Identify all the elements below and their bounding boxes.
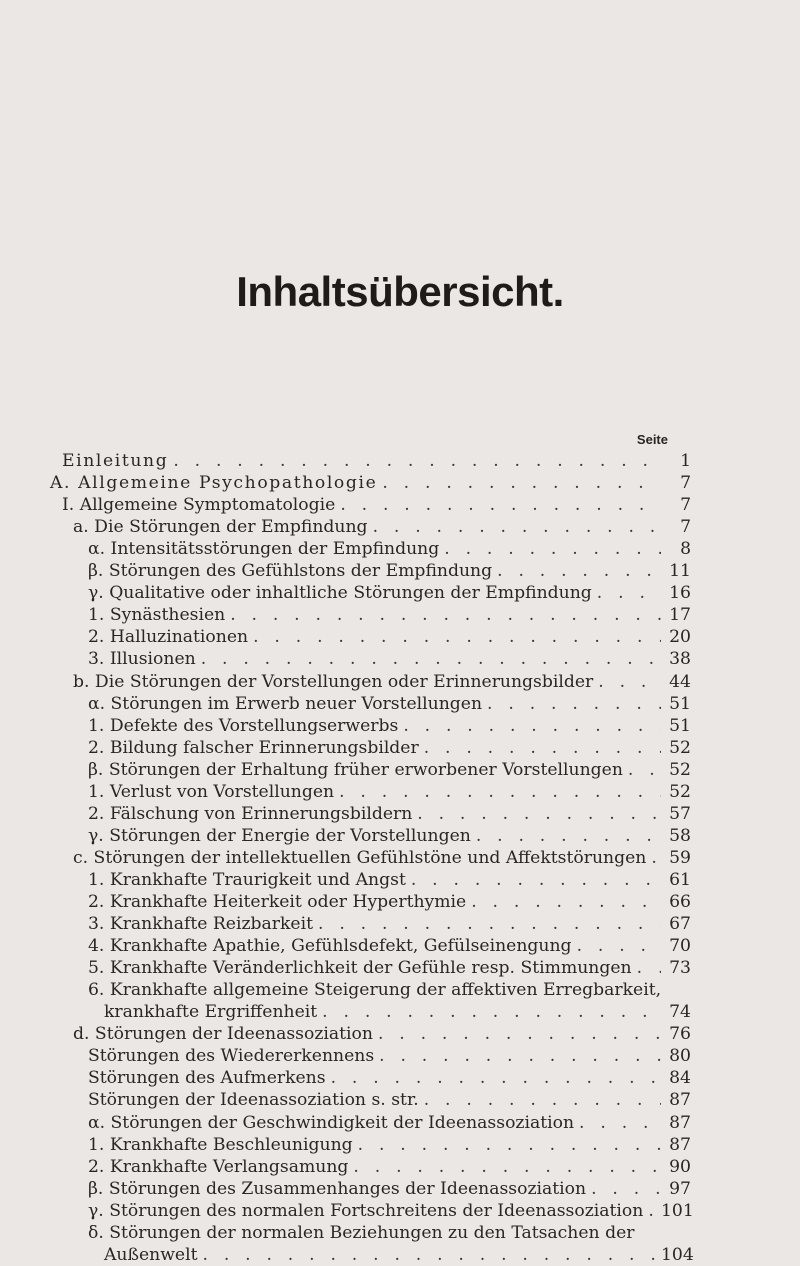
toc-entry <box>88 626 691 648</box>
toc-leader-dots <box>574 1112 661 1134</box>
toc-entry <box>62 450 691 472</box>
toc-leader-dots <box>492 560 661 582</box>
toc-leader-dots <box>419 1089 661 1111</box>
toc-entry-label: 3. Illusionen <box>88 649 196 670</box>
toc-entry <box>88 560 691 582</box>
toc-entry-page: 70 <box>669 936 691 957</box>
toc-entry-page: 52 <box>669 781 691 802</box>
toc-entry-label: a. Die Störungen der Empfindung <box>73 517 368 538</box>
toc-entry <box>88 803 691 825</box>
toc-entry-page: 59 <box>669 847 691 868</box>
toc-entry-page: 80 <box>669 1046 691 1067</box>
toc-leader-dots <box>317 1001 661 1023</box>
toc-entry-label: 2. Krankhafte Verlangsamung <box>88 1156 349 1177</box>
toc-leader-dots <box>374 1045 661 1067</box>
toc-entry-label: Störungen der Ideenassoziation s. str. <box>88 1090 419 1111</box>
toc-entry-label: β. Störungen der Erhaltung früher erworbener Vorstellungen <box>88 759 623 780</box>
toc-entry-page: 20 <box>669 627 691 648</box>
toc-leader-dots <box>373 1023 661 1045</box>
toc-leader-dots <box>623 759 661 781</box>
toc-entry-label: γ. Qualitative oder inhaltliche Störungen der Empfindung <box>88 583 592 604</box>
toc-leader-dots <box>419 737 661 759</box>
toc-entry-label: b. Die Störungen der Vorstellungen oder Erinnerungsbilder <box>73 671 594 692</box>
toc-entry-page: 8 <box>680 539 691 560</box>
toc-leader-dots <box>353 1134 661 1156</box>
toc-entry-page: 52 <box>669 759 691 780</box>
toc-entry-page: 97 <box>669 1178 691 1199</box>
toc-entry-page: 16 <box>669 583 691 604</box>
toc-entry <box>88 1045 691 1067</box>
toc-entry-page: 44 <box>669 671 691 692</box>
toc-entry <box>88 604 691 626</box>
page-column-header: Seite <box>636 432 668 447</box>
toc-leader-dots <box>572 935 661 957</box>
toc-entry-label: 1. Synästhesien <box>88 605 226 626</box>
toc-entry-page: 51 <box>669 715 691 736</box>
toc-entry-page: 101 <box>661 1200 694 1221</box>
toc-entry-page: 51 <box>669 693 691 714</box>
toc-entry <box>88 1067 691 1089</box>
toc-leader-dots <box>198 1244 662 1266</box>
toc-entry-label: 3. Krankhafte Reizbarkeit <box>88 914 313 935</box>
toc-leader-dots <box>412 803 661 825</box>
toc-leader-dots <box>439 538 661 560</box>
toc-leader-dots <box>335 494 661 516</box>
toc-entry-label: β. Störungen des Gefühlstons der Empfindung <box>88 561 493 582</box>
toc-leader-dots <box>471 825 661 847</box>
toc-entry <box>88 891 691 913</box>
toc-entry-page: 7 <box>680 473 691 494</box>
toc-leader-dots <box>225 604 661 626</box>
toc-entry <box>50 472 691 494</box>
toc-entry-page: 90 <box>669 1156 691 1177</box>
toc-entry <box>88 781 691 803</box>
toc-leader-dots <box>643 1200 661 1222</box>
toc-leader-dots <box>586 1178 661 1200</box>
toc-leader-dots <box>368 516 661 538</box>
toc-entry-label: 1. Defekte des Vorstellungserwerbs <box>88 715 399 736</box>
toc-entry-label: 6. Krankhafte allgemeine Steigerung der affektiven Erregbarkeit, <box>88 980 662 1001</box>
toc-entry <box>104 1001 691 1023</box>
toc-entry-label: α. Störungen im Erwerb neuer Vorstellungen <box>88 693 483 714</box>
toc-entry-page: 87 <box>669 1112 691 1133</box>
toc-entry-label: α. Störungen der Geschwindigkeit der Ideenassoziation <box>88 1112 575 1133</box>
toc-entry-page: 87 <box>669 1134 691 1155</box>
toc-entry-page: 11 <box>669 561 691 582</box>
toc-entry-label: d. Störungen der Ideenassoziation <box>73 1024 373 1045</box>
toc-entry <box>88 1112 691 1134</box>
toc-entry-page: 104 <box>661 1244 694 1265</box>
toc-entry-label: c. Störungen der intellektuellen Gefühlstöne und Affektstörungen <box>73 847 647 868</box>
toc-leader-dots <box>592 582 661 604</box>
toc-entry-label: 1. Krankhafte Traurigkeit und Angst <box>88 869 406 890</box>
toc-leader-dots <box>168 450 661 472</box>
toc-entry-label: β. Störungen des Zusammenhanges der Ideenassoziation <box>88 1178 587 1199</box>
toc-entry-label: Störungen des Aufmerkens <box>88 1068 326 1089</box>
toc-leader-dots <box>326 1067 661 1089</box>
toc-leader-dots <box>334 781 661 803</box>
toc-entry-page: 7 <box>680 495 691 516</box>
toc-entry <box>73 671 691 693</box>
toc-entry-label: 2. Bildung falscher Erinnerungsbilder <box>88 737 419 758</box>
toc-entry <box>88 759 691 781</box>
toc-entry-page: 67 <box>669 914 691 935</box>
toc-entry <box>88 737 691 759</box>
toc-entry-page: 52 <box>669 737 691 758</box>
toc-entry-page: 61 <box>669 869 691 890</box>
toc-entry-label: γ. Störungen des normalen Fortschreitens der Ideenassoziation <box>88 1200 644 1221</box>
toc-entry <box>88 957 691 979</box>
toc-entry <box>88 1156 691 1178</box>
toc-entry-page: 66 <box>669 892 691 912</box>
toc-entry <box>88 869 691 891</box>
toc-entry-page: 73 <box>669 958 691 979</box>
toc-entry <box>88 715 691 737</box>
toc-entry-label: 4. Krankhafte Apathie, Gefühlsdefekt, Gefülseinengung <box>88 936 572 957</box>
toc-entry-page: 74 <box>669 1002 691 1023</box>
toc-entry-label: 2. Fälschung von Erinnerungsbildern <box>88 803 413 824</box>
toc-entry-label: Außenwelt <box>104 1244 198 1265</box>
toc-entry-page: 7 <box>680 517 691 538</box>
toc-leader-dots <box>482 693 661 715</box>
page-title: Inhaltsübersicht. <box>236 268 564 315</box>
toc-entry <box>88 913 691 935</box>
toc-leader-dots <box>646 847 661 869</box>
toc-entry <box>88 693 691 715</box>
toc-entry-label: 1. Verlust von Vorstellungen <box>88 781 335 802</box>
toc-entry <box>88 935 691 957</box>
toc-entry-label: I. Allgemeine Symptomatologie <box>62 495 336 516</box>
toc-entry-label: 2. Halluzinationen <box>88 627 249 648</box>
toc-leader-dots <box>248 626 661 648</box>
toc-entry-label: δ. Störungen der normalen Beziehungen zu den Tatsachen der <box>88 1222 635 1243</box>
toc-leader-dots <box>313 913 661 935</box>
toc-entry-label: 1. Krankhafte Beschleunigung <box>88 1134 353 1155</box>
toc-entry-label: A. Allgemeine Psychopathologie <box>50 473 378 494</box>
toc-entry-label: Einleitung <box>62 451 169 471</box>
toc-entry <box>88 1134 691 1156</box>
toc-entry <box>88 1178 691 1200</box>
toc-entry <box>88 538 691 560</box>
toc-entry-page: 1 <box>680 451 691 471</box>
toc-leader-dots <box>377 472 661 494</box>
toc-entry-page: 84 <box>669 1068 691 1089</box>
toc-entry-page: 57 <box>669 803 691 824</box>
toc-entry <box>88 1200 694 1222</box>
toc-entry <box>88 979 661 1001</box>
toc-entry-page: 87 <box>669 1090 691 1111</box>
toc-leader-dots <box>196 648 661 670</box>
toc-entry <box>88 648 691 670</box>
toc-entry-page: 38 <box>669 649 691 670</box>
toc-leader-dots <box>593 671 661 693</box>
toc-entry-label: Störungen des Wiedererkennens <box>88 1046 375 1067</box>
toc-entry <box>88 1222 661 1244</box>
toc-entry <box>73 1023 691 1045</box>
toc-leader-dots <box>406 869 661 891</box>
toc-entry-label: krankhafte Ergriffenheit <box>104 1002 318 1023</box>
toc-entry <box>73 847 691 869</box>
toc-entry-page: 58 <box>669 825 691 846</box>
toc-entry <box>88 582 691 604</box>
toc-leader-dots <box>632 957 661 979</box>
toc-entry-label: α. Intensitätsstörungen der Empfindung <box>88 539 440 560</box>
toc-entry-page: 17 <box>669 605 691 626</box>
toc-entry-label: 2. Krankhafte Heiterkeit oder Hyperthymie <box>88 892 467 912</box>
toc-entry <box>88 825 691 847</box>
toc-entry-page: 76 <box>669 1024 691 1045</box>
toc-leader-dots <box>398 715 661 737</box>
toc-leader-dots <box>466 891 661 913</box>
toc-entry <box>88 1089 691 1111</box>
toc-entry <box>73 516 691 538</box>
toc-entry <box>62 494 691 516</box>
toc-entry-label: γ. Störungen der Energie der Vorstellungen <box>88 825 471 846</box>
toc-leader-dots <box>348 1156 661 1178</box>
toc-entry <box>104 1244 694 1266</box>
toc-entry-label: 5. Krankhafte Veränderlichkeit der Gefühle resp. Stimmungen <box>88 958 632 979</box>
